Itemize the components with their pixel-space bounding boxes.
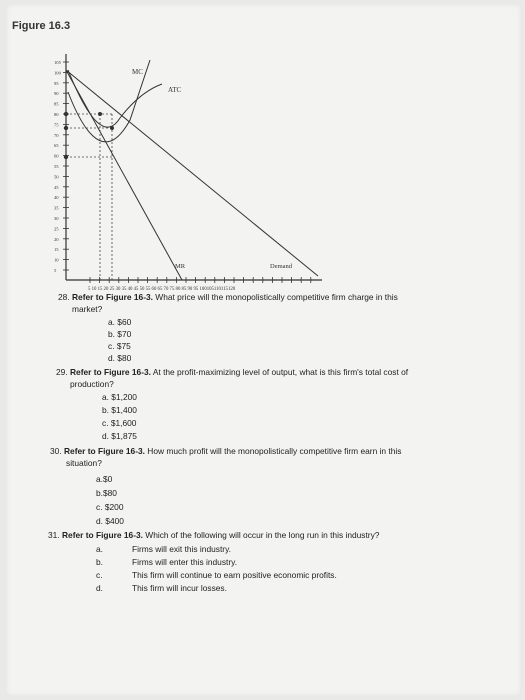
option-d[interactable]: This firm will incur losses.	[132, 583, 227, 593]
atc-point	[110, 126, 114, 130]
y-ticks	[54, 60, 69, 273]
y-tick-label: 90	[54, 91, 59, 97]
option-c[interactable]: c. $75	[108, 341, 131, 351]
option-a[interactable]: a. $60	[108, 317, 132, 327]
mc-point	[64, 155, 68, 159]
question-text-cont: market?	[72, 304, 103, 314]
x-tick-labels: 5 10 15 20 25 30 35 40 45 50 55 60 65 70 75 80 85 90 95 100105110115120	[88, 287, 236, 292]
y-tick-label: 75	[54, 122, 59, 128]
option-d[interactable]: d. $400	[96, 516, 124, 526]
option-c[interactable]: c. $1,600	[102, 418, 137, 428]
option-b-letter: b.	[96, 557, 103, 567]
y-tick-label: 95	[54, 80, 59, 86]
mr-label: MR	[175, 263, 186, 270]
question-text-cont: situation?	[66, 458, 102, 468]
y-tick-label: 30	[54, 216, 59, 221]
y-tick-label: 35	[54, 205, 59, 211]
y-tick-label: 10	[54, 257, 59, 263]
y-tick-label: 65	[54, 143, 59, 149]
y-tick-label: 20	[54, 236, 59, 242]
question-text: At the profit-maximizing level of output, what is this firm's total cost of	[150, 367, 409, 377]
option-b[interactable]: b.$80	[96, 488, 117, 498]
option-b[interactable]: b. $70	[108, 329, 132, 339]
option-a[interactable]: a. $1,200	[102, 392, 137, 402]
y-tick-label: 55	[54, 164, 59, 169]
option-c[interactable]: This firm will continue to earn positive economic profits.	[132, 570, 337, 580]
y-tick-label: 105	[54, 60, 61, 65]
y-tick-label: 100	[54, 70, 61, 76]
question-number: 30.	[50, 446, 62, 456]
y-tick-label: 85	[54, 101, 59, 107]
question-number: 29.	[56, 367, 68, 377]
y-tick-label: 80	[54, 112, 59, 117]
option-a[interactable]: Firms will exit this industry.	[132, 544, 231, 554]
atc-label: ATC	[168, 86, 182, 94]
figure-title: Figure 16.3	[12, 20, 71, 32]
figure-graph	[0, 0, 525, 300]
y-tick-label: 15	[54, 247, 59, 253]
cost-point	[64, 126, 68, 130]
question-text: Which of the following will occur in the long run in this industry?	[142, 530, 380, 540]
option-b[interactable]: Firms will enter this industry.	[132, 557, 238, 567]
y-tick-label: 50	[54, 174, 59, 180]
question-text: How much profit will the monopolistically competitive firm earn in this	[144, 446, 402, 456]
demand-point	[98, 112, 102, 116]
question-ref: Refer to Figure 16-3.	[63, 446, 145, 456]
demand-curve	[66, 70, 318, 276]
question-text: What price will the monopolistically competitive firm charge in this	[152, 292, 398, 302]
question-text-cont: production?	[70, 379, 114, 389]
question-number: 28.	[58, 292, 70, 302]
y-tick-label: 60	[54, 153, 59, 159]
option-a-letter: a.	[96, 544, 103, 554]
price-point	[64, 112, 68, 116]
mr-curve	[66, 70, 182, 280]
y-tick-label: 5	[54, 268, 57, 273]
option-a[interactable]: a.$0	[96, 474, 113, 484]
option-c-letter: c.	[96, 570, 103, 580]
option-d[interactable]: d. $80	[108, 353, 132, 363]
option-c[interactable]: c. $200	[96, 502, 124, 512]
question-ref: Refer to Figure 16-3.	[69, 367, 151, 377]
y-tick-label: 40	[54, 195, 59, 201]
mc-label: MC	[132, 68, 143, 76]
question-ref: Refer to Figure 16-3.	[61, 530, 143, 540]
question-ref: Refer to Figure 16-3.	[71, 292, 153, 302]
y-tick-label: 70	[54, 132, 59, 138]
question-number: 31.	[48, 530, 60, 540]
option-b[interactable]: b. $1,400	[102, 405, 137, 415]
y-tick-label: 25	[54, 226, 59, 232]
y-tick-label: 45	[54, 184, 59, 190]
option-d[interactable]: d. $1,875	[102, 431, 137, 441]
demand-label: Demand	[270, 263, 293, 270]
option-d-letter: d.	[96, 583, 103, 593]
